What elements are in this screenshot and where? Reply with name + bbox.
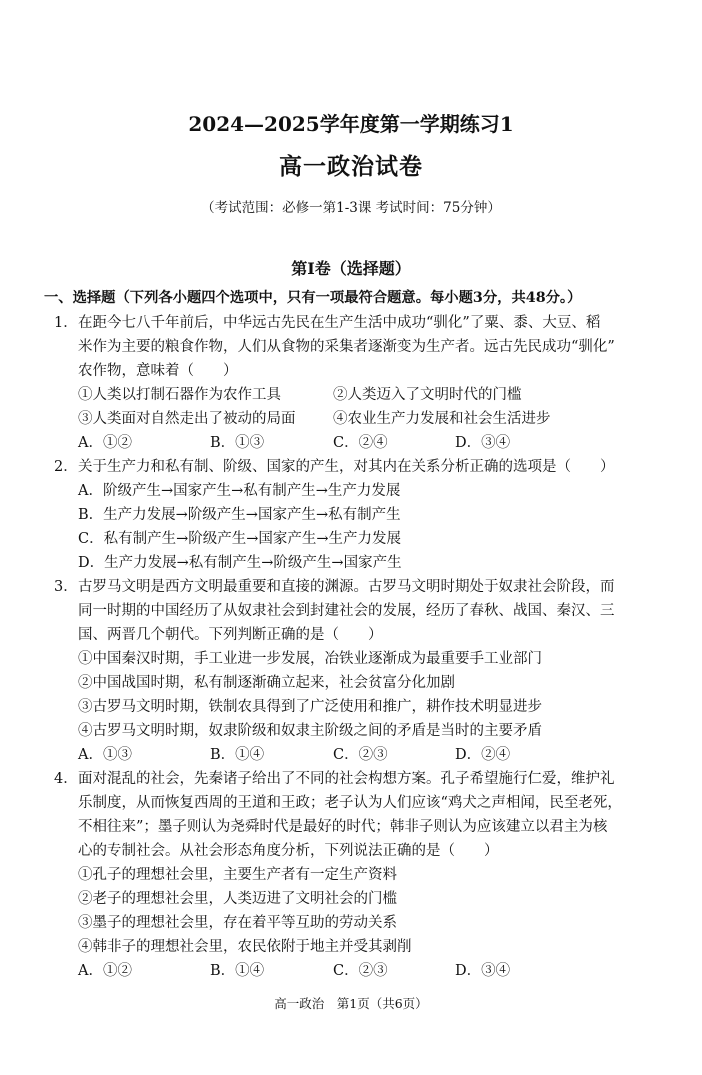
part-title: 第Ⅰ卷（选择题） <box>291 259 411 278</box>
answer-option: D．③④ <box>455 435 511 451</box>
answer-option: B．①④ <box>210 747 265 763</box>
question-text-line: 古罗马文明是西方文明最重要和直接的渊源。古罗马文明时期处于奴隶社会阶段，而 <box>78 579 615 595</box>
answer-option: B．①③ <box>210 435 265 451</box>
question-number: 4． <box>54 771 78 787</box>
statement: ③墨子的理想社会里，存在着平等互助的劳动关系 <box>78 915 397 931</box>
question-number: 2． <box>54 459 78 475</box>
statement: ③人类面对自然走出了被动的局面 <box>78 411 296 427</box>
question-text-line: 农作物，意味着（ ） <box>78 363 238 379</box>
statement: ④韩非子的理想社会里，农民依附于地主并受其剥削 <box>78 939 412 955</box>
section-title: 一、选择题（下列各小题四个选项中，只有一项最符合题意。每小题3分，共48分。） <box>44 290 582 306</box>
question-text-line: 不相往来”；墨子则认为尧舜时代是最好的时代；韩非子则认为应该建立以君主为核 <box>78 819 608 835</box>
answer-option: A．①② <box>78 963 132 979</box>
statement: ①孔子的理想社会里，主要生产者有一定生产资料 <box>78 867 397 883</box>
answer-option: A．①② <box>78 435 132 451</box>
question-text-line: 心的专制社会。从社会形态角度分析，下列说法正确的是（ ） <box>78 843 499 859</box>
question-text-line: 关于生产力和私有制、阶级、国家的产生，对其内在关系分析正确的选项是（ ） <box>78 459 615 475</box>
statement: ③古罗马文明时期，铁制农具得到了广泛使用和推广，耕作技术明显进步 <box>78 699 542 715</box>
exam-title: 高一政治试卷 <box>279 153 423 180</box>
statement: ④农业生产力发展和社会生活进步 <box>333 411 551 427</box>
statement: ④古罗马文明时期，奴隶阶级和奴隶主阶级之间的矛盾是当时的主要矛盾 <box>78 723 542 739</box>
question-number: 1． <box>54 315 78 331</box>
statement: ②人类迈入了文明时代的门槛 <box>333 387 522 403</box>
exam-scope: （考试范围：必修一第1-3课 考试时间：75分钟） <box>201 200 501 216</box>
statement: ①中国秦汉时期，手工业进一步发展，冶铁业逐渐成为最重要手工业部门 <box>78 651 542 667</box>
question-text-line: 面对混乱的社会，先秦诸子给出了不同的社会构想方案。孔子希望施行仁爱，维护礼 <box>78 771 615 787</box>
question-text-line: 同一时期的中国经历了从奴隶社会到封建社会的发展，经历了春秋、战国、秦汉、三 <box>78 603 615 619</box>
answer-choice: C．私有制产生→阶级产生→国家产生→生产力发展 <box>78 531 402 547</box>
answer-option: C．②③ <box>333 747 388 763</box>
answer-option: C．②④ <box>333 435 388 451</box>
page-footer: 高一政治 第1页（共6页） <box>274 996 428 1011</box>
answer-choice: D．生产力发展→私有制产生→阶级产生→国家产生 <box>78 555 402 571</box>
answer-choice: A．阶级产生→国家产生→私有制产生→生产力发展 <box>78 483 401 499</box>
question-text-line: 乐制度，从而恢复西周的王道和王政；老子认为人们应该“鸡犬之声相闻，民至老死， <box>78 795 622 811</box>
question-text-line: 在距今七八千年前后，中华远古先民在生产生活中成功“驯化”了粟、黍、大豆、稻 <box>78 315 601 331</box>
answer-option: C．②③ <box>333 963 388 979</box>
answer-option: D．③④ <box>455 963 511 979</box>
question-text-line: 米作为主要的粮食作物，人们从食物的采集者逐渐变为生产者。远古先民成功“驯化” <box>78 339 615 355</box>
statement: ①人类以打制石器作为农作工具 <box>78 387 281 403</box>
question-text-line: 国、两晋几个朝代。下列判断正确的是（ ） <box>78 627 383 643</box>
question-number: 3． <box>54 579 78 595</box>
year-title: 2024—2025学年度第一学期练习1 <box>188 112 514 136</box>
answer-option: D．②④ <box>455 747 511 763</box>
statement: ②中国战国时期，私有制逐渐确立起来，社会贫富分化加剧 <box>78 675 455 691</box>
statement: ②老子的理想社会里，人类迈进了文明社会的门槛 <box>78 891 397 907</box>
answer-choice: B．生产力发展→阶级产生→国家产生→私有制产生 <box>78 507 401 523</box>
answer-option: A．①③ <box>78 747 132 763</box>
answer-option: B．①④ <box>210 963 265 979</box>
